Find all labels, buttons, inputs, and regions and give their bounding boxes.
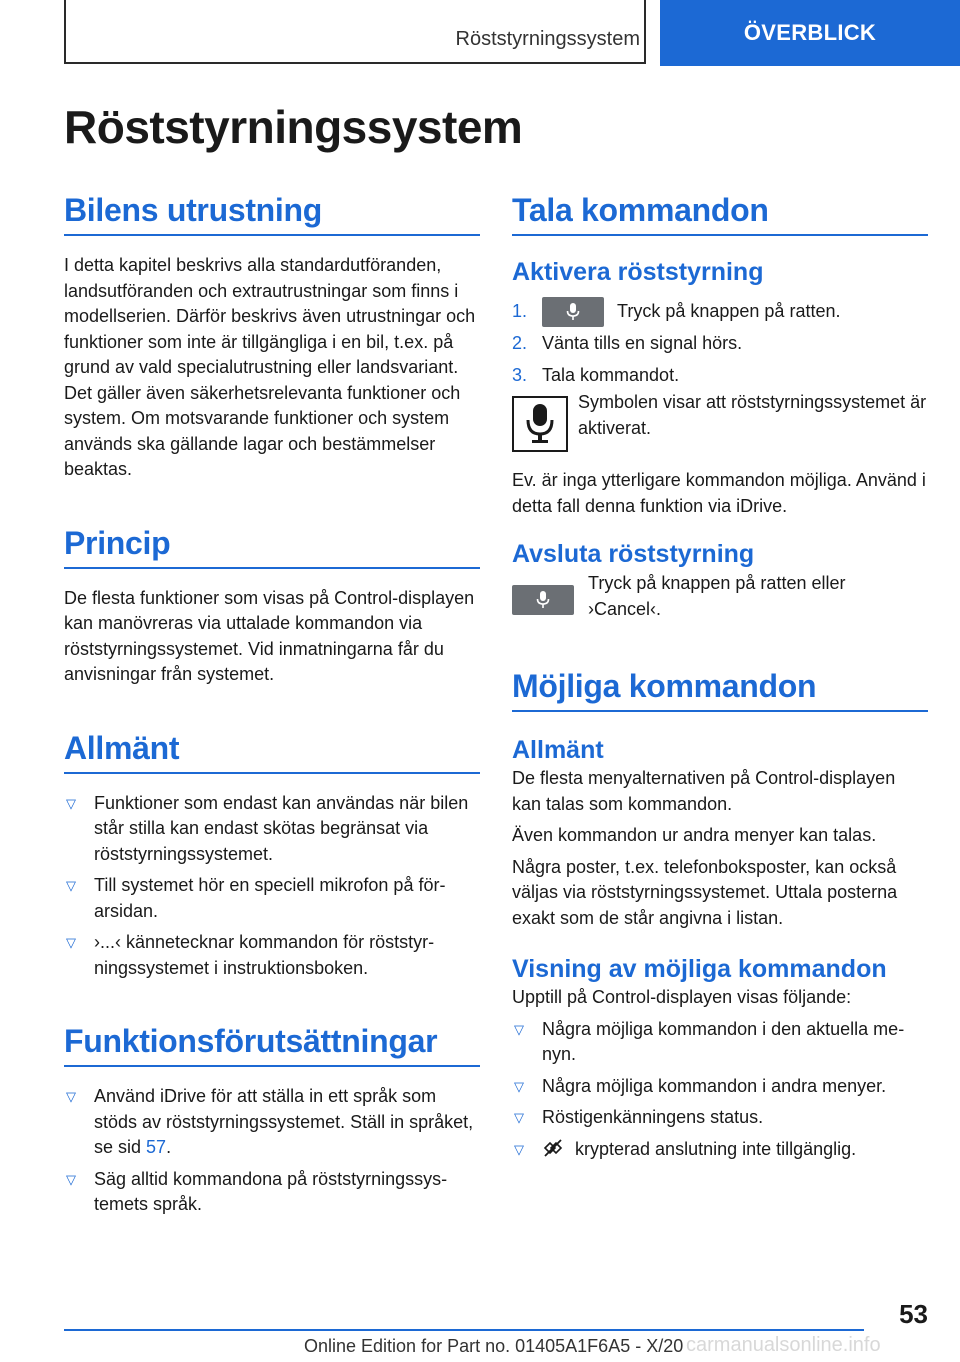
paragraph-allmant-3: Några poster, t.ex. telefonboksposter, kan också väljas via röststyrningssystemet. Uttala posterna exakt som de står angivna i listan.	[512, 856, 898, 928]
footer-edition: Online Edition for Part no. 01405A1F6A5 - X/20	[304, 1336, 684, 1356]
microphone-button-icon	[542, 297, 604, 327]
steps-list	[512, 296, 928, 388]
heading-allmant-right: Allmänt	[512, 736, 604, 765]
left-column	[64, 190, 480, 1218]
heading-tala-kommandon: Tala kommandon	[512, 190, 928, 236]
microphone-icon	[565, 302, 581, 322]
list-item: ▽ Röstigenkänningens status.	[512, 1105, 928, 1131]
avsluta-note	[512, 573, 928, 631]
paragraph-princip: De flesta funktioner som visas på Control-displayen kan manövreras via uttalade kommandon via röststyrningssystemet. Vid inmatningarna får du anvisningar från systemet.	[64, 587, 475, 684]
footer-watermark: carmanualsonline.info	[686, 1334, 881, 1356]
active-microphone-icon	[512, 396, 568, 452]
list-item: ▽ Säg alltid kommandona på röststyrningssystemets språk.	[66, 1168, 448, 1214]
list-visning	[512, 1017, 928, 1163]
page-title: Röststyrningssystem	[64, 101, 523, 153]
triangle-bullet-icon: ▽	[66, 878, 76, 893]
paragraph-allmant-2: Även kommandon ur andra menyer kan talas.	[512, 825, 877, 846]
heading-allmant: Allmänt	[64, 728, 480, 774]
step-item: 3. Tala kommandot.	[512, 364, 680, 385]
list-allmant	[64, 791, 480, 982]
right-column	[512, 190, 928, 1162]
triangle-bullet-icon: ▽	[66, 795, 76, 811]
step-item: 1. Tryck på knappen på ratten.	[512, 296, 928, 327]
heading-funktionsforutsattningar: Funktionsförutsättningar	[64, 1021, 480, 1067]
heading-visning: Visning av möjliga kommandon	[512, 955, 887, 984]
triangle-bullet-icon: ▽	[66, 1089, 76, 1104]
heading-avsluta: Avsluta röststyrning	[512, 540, 755, 569]
page-number: 53	[899, 1299, 928, 1329]
list-item: ▽ Använd iDrive för att ställa in ett språk som stöds av röststyrningssystemet. Ställ in språket, se sid 57.	[66, 1086, 474, 1157]
list-item: ▽ Några möjliga kommandon i andra menyer.	[512, 1074, 928, 1100]
list-item: ▽ Till systemet hör en speciell mikrofon på förarsidan.	[66, 875, 446, 921]
triangle-bullet-icon: ▽	[514, 1110, 524, 1126]
heading-bilens-utrustning: Bilens utrustning	[64, 190, 480, 236]
avsluta-description: Tryck på knappen på ratten eller ›Cancel‹.	[588, 573, 846, 619]
symbol-note	[512, 392, 928, 458]
heading-princip: Princip	[64, 523, 480, 569]
header-section-title: Röststyrningssystem	[455, 28, 640, 50]
list-funktionsforutsattningar	[64, 1084, 480, 1218]
microphone-icon	[535, 590, 551, 610]
crossed-connection-icon	[542, 1138, 564, 1158]
footer-divider	[64, 1329, 864, 1331]
heading-mojliga-kommandon: Möjliga kommandon	[512, 666, 928, 712]
header-tab-overview[interactable]: ÖVERBLICK	[660, 0, 960, 66]
symbol-description: Symbolen visar att röststyrningssystemet är aktiverat.	[578, 392, 927, 438]
paragraph-bilens-utrustning: I detta kapitel beskrivs alla standardutföranden, landsutföranden och extrautrustningar som finns i modellserien. Därför beskrivs även utrustningar och funktioner som inte är tillgängliga i en bil, t.ex. på grund av vald specialutrustning eller landsvariant. Det gäller även säkerhetsrelevanta funktioner och system. Om motsvarande funktioner och system används ska gällande lagar och bestämmelser beaktas.	[64, 255, 476, 479]
heading-aktivera: Aktivera röststyrning	[512, 258, 764, 286]
triangle-bullet-icon: ▽	[66, 935, 76, 950]
triangle-bullet-icon: ▽	[514, 1078, 524, 1094]
paragraph-visning-intro: Upptill på Control-displayen visas följande:	[512, 987, 852, 1008]
triangle-bullet-icon: ▽	[514, 1141, 524, 1157]
paragraph-allmant-1: De flesta menyalternativen på Control-displayen kan talas som kommandon.	[512, 768, 896, 814]
step-item: 2. Vänta tills en signal hörs.	[512, 333, 743, 354]
paragraph-ev: Ev. är inga ytterligare kommandon möjliga. Använd i detta fall denna funktion via iDrive.	[512, 470, 926, 516]
triangle-bullet-icon: ▽	[66, 1171, 76, 1187]
list-item: ▽ Funktioner som endast kan användas när bilen står stilla kan endast skötas begränsat via röststyrningssystemet.	[66, 792, 469, 864]
page-link[interactable]: 57	[146, 1137, 167, 1157]
list-item: ▽ Några möjliga kommandon i den aktuella menyn.	[514, 1018, 905, 1065]
list-item: ▽ krypterad anslutning inte tillgänglig.	[512, 1137, 928, 1163]
triangle-bullet-icon: ▽	[514, 1021, 524, 1037]
list-item: ▽ ›...‹ kännetecknar kommandon för röststyrningssystemet i instruktionsboken.	[66, 932, 435, 978]
microphone-button-icon	[512, 585, 574, 615]
